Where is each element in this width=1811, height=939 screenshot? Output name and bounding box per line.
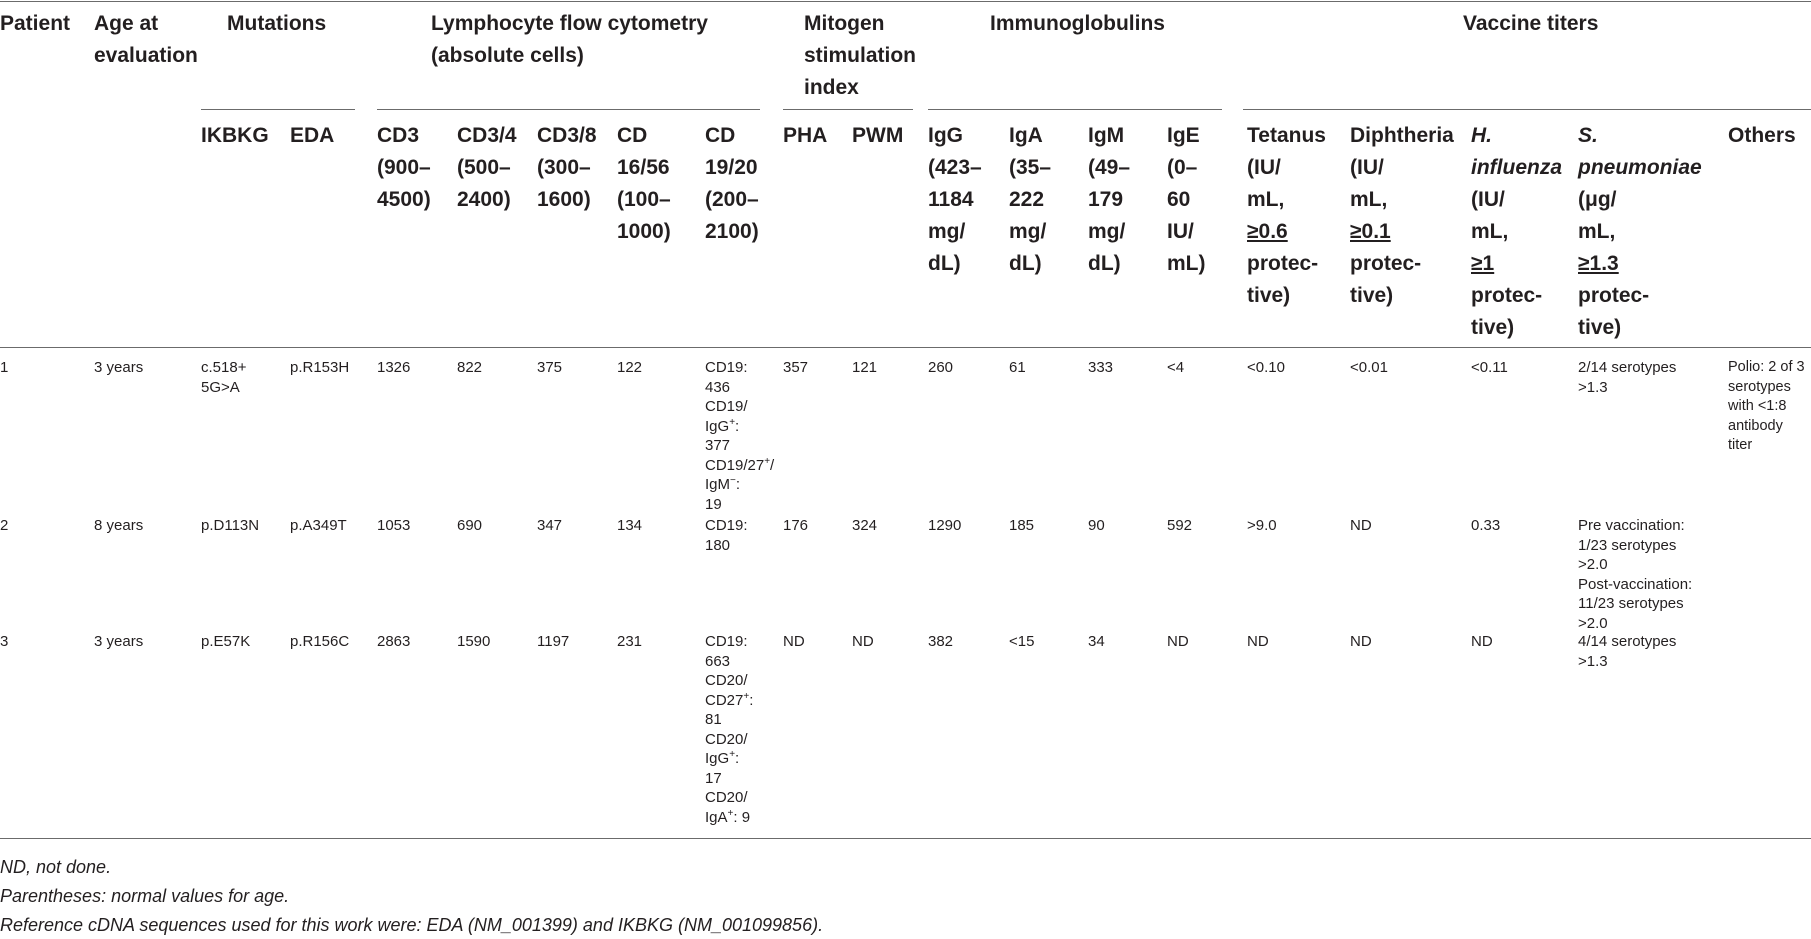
subheader-ige: IgE (0– 60 IU/ mL) bbox=[1167, 124, 1206, 275]
row3-cd19-20-part: : 81 CD20/ IgG bbox=[705, 691, 754, 767]
row1-ige: <4 bbox=[1167, 359, 1185, 376]
subheader-cd3-4: CD3/4 (500– 2400) bbox=[457, 124, 517, 211]
row2-ige: 592 bbox=[1167, 517, 1193, 534]
row2-h-influenza: 0.33 bbox=[1471, 517, 1501, 534]
row3-cd19-20-part: : 17 CD20/ IgA bbox=[705, 750, 748, 826]
row1-others: Polio: 2 of 3 serotypes with <1:8 antibody titer bbox=[1728, 359, 1805, 453]
h-influenza-units: (IU/ mL, bbox=[1471, 188, 1509, 243]
immuno-group-rule bbox=[928, 109, 1222, 110]
subheader-eda: EDA bbox=[290, 124, 335, 147]
diphtheria-protective: protec- tive) bbox=[1350, 252, 1422, 307]
row2-cd3: 1053 bbox=[377, 517, 411, 534]
footnote-nd: ND, not done. bbox=[0, 857, 112, 877]
row3-igg: 382 bbox=[928, 633, 954, 650]
row3-s-pneumoniae: 4/14 serotypes >1.3 bbox=[1578, 633, 1677, 670]
subheader-cd3-8: CD3/8 (300– 1600) bbox=[537, 124, 597, 211]
row1-cd19-20-part: : 19 bbox=[705, 476, 741, 513]
row2-eda: p.A349T bbox=[290, 517, 347, 534]
footnote-reference: Reference cDNA sequences used for this work were: EDA (NM_001399) and IKBKG (NM_001099856). bbox=[0, 915, 824, 935]
row1-igg: 260 bbox=[928, 359, 954, 376]
row3-ige: ND bbox=[1167, 633, 1189, 650]
row1-cd19-20-sup: + bbox=[729, 416, 736, 428]
row2-age: 8 years bbox=[94, 517, 144, 534]
row2-patient: 2 bbox=[0, 517, 9, 534]
row2-diphtheria: ND bbox=[1350, 517, 1372, 534]
row3-diphtheria: ND bbox=[1350, 633, 1372, 650]
subheader-tetanus bbox=[1247, 120, 1326, 312]
row1-s-pneumoniae: 2/14 serotypes >1.3 bbox=[1578, 359, 1677, 396]
diphtheria-threshold: ≥0.1 bbox=[1350, 220, 1391, 243]
s-pneumoniae-name: S. pneumoniae bbox=[1578, 124, 1702, 179]
table-bottom-rule bbox=[0, 838, 1811, 839]
row2-igm: 90 bbox=[1088, 517, 1105, 534]
row2-s-pneumoniae: Pre vaccination: 1/23 serotypes >2.0 Post-vaccination: 11/23 serotypes >2.0 bbox=[1578, 517, 1693, 632]
h-influenza-protective: protec- tive) bbox=[1471, 284, 1543, 339]
mitogen-group-rule bbox=[783, 109, 913, 110]
row2-igg: 1290 bbox=[928, 517, 962, 534]
subheader-diphtheria bbox=[1350, 120, 1454, 312]
row2-cd3-4: 690 bbox=[457, 517, 483, 534]
row1-pha: 357 bbox=[783, 359, 809, 376]
subheader-s-pneumoniae bbox=[1578, 120, 1702, 344]
h-influenza-name: H. influenza bbox=[1471, 124, 1563, 179]
row3-patient: 3 bbox=[0, 633, 9, 650]
row2-cd3-8: 347 bbox=[537, 517, 563, 534]
tetanus-units: (IU/ mL, bbox=[1247, 156, 1285, 211]
mutations-group-rule bbox=[201, 109, 355, 110]
row2-pha: 176 bbox=[783, 517, 809, 534]
row1-h-influenza: <0.11 bbox=[1471, 359, 1508, 376]
row3-cd19-20-part: : 9 bbox=[733, 808, 751, 826]
row3-cd19-20-sup: + bbox=[727, 807, 734, 819]
row3-pha: ND bbox=[783, 633, 805, 650]
row3-cd3-4: 1590 bbox=[457, 633, 491, 650]
header-vaccine-titers: Vaccine titers bbox=[1463, 12, 1599, 35]
row1-cd19-20-sup: − bbox=[730, 475, 736, 486]
s-pneumoniae-protective: protec- tive) bbox=[1578, 284, 1650, 339]
row1-patient: 1 bbox=[0, 359, 9, 376]
row1-cd19-20-part: : 377 CD19/27 bbox=[705, 417, 765, 474]
header-bottom-rule bbox=[0, 347, 1811, 348]
diphtheria-units: (IU/ mL, bbox=[1350, 156, 1388, 211]
row3-cd19-20-sup: + bbox=[743, 690, 750, 702]
header-flow: Lymphocyte flow cytometry (absolute cells) bbox=[431, 12, 708, 67]
row1-cd19-20-part: / IgM bbox=[705, 456, 775, 493]
s-pneumoniae-threshold: ≥1.3 bbox=[1578, 252, 1619, 275]
diphtheria-name: Diphtheria bbox=[1350, 124, 1454, 147]
row1-cd16-56: 122 bbox=[617, 359, 643, 376]
row3-h-influenza: ND bbox=[1471, 633, 1493, 650]
row3-ikbkg: p.E57K bbox=[201, 633, 251, 650]
subheader-pwm: PWM bbox=[852, 124, 904, 147]
row1-age: 3 years bbox=[94, 359, 144, 376]
row1-cd19-20 bbox=[705, 358, 774, 514]
row3-cd19-20 bbox=[705, 632, 753, 827]
tetanus-protective: protec- tive) bbox=[1247, 252, 1319, 307]
row1-cd3-8: 375 bbox=[537, 359, 563, 376]
row3-cd19-20-sup: + bbox=[729, 749, 736, 760]
row3-age: 3 years bbox=[94, 633, 144, 650]
subheader-cd3: CD3 (900– 4500) bbox=[377, 124, 431, 211]
row3-iga: <15 bbox=[1009, 633, 1035, 650]
row2-ikbkg: p.D113N bbox=[201, 517, 260, 534]
subheader-igg: IgG (423– 1184 mg/ dL) bbox=[928, 124, 982, 275]
row2-tetanus: >9.0 bbox=[1247, 517, 1277, 534]
subheader-igm: IgM (49– 179 mg/ dL) bbox=[1088, 124, 1131, 275]
subheader-ikbkg: IKBKG bbox=[201, 124, 269, 147]
row2-pwm: 324 bbox=[852, 517, 878, 534]
tetanus-threshold: ≥0.6 bbox=[1247, 220, 1288, 243]
header-patient: Patient bbox=[0, 12, 71, 35]
row3-eda: p.R156C bbox=[290, 633, 350, 650]
row1-cd19-20-sup: + bbox=[764, 455, 771, 467]
header-immunoglobulins: Immunoglobulins bbox=[990, 12, 1165, 35]
footnote-parentheses: Parentheses: normal values for age. bbox=[0, 886, 290, 906]
h-influenza-threshold: ≥1 bbox=[1471, 252, 1495, 275]
row3-pwm: ND bbox=[852, 633, 874, 650]
row2-cd16-56: 134 bbox=[617, 517, 643, 534]
header-mutations: Mutations bbox=[227, 12, 327, 35]
s-pneumoniae-units: (μg/ mL, bbox=[1578, 188, 1617, 243]
subheader-pha: PHA bbox=[783, 124, 828, 147]
row3-cd16-56: 231 bbox=[617, 633, 643, 650]
row1-igm: 333 bbox=[1088, 359, 1114, 376]
row1-tetanus: <0.10 bbox=[1247, 359, 1285, 376]
tetanus-name: Tetanus bbox=[1247, 124, 1326, 147]
flow-group-rule bbox=[377, 109, 760, 110]
row1-eda: p.R153H bbox=[290, 359, 350, 376]
row3-cd3: 2863 bbox=[377, 633, 411, 650]
subheader-cd16-56: CD 16/56 (100– 1000) bbox=[617, 124, 671, 243]
row3-tetanus: ND bbox=[1247, 633, 1269, 650]
row1-iga: 61 bbox=[1009, 359, 1026, 376]
vaccine-group-rule bbox=[1243, 109, 1811, 110]
row1-ikbkg: c.518+ 5G>A bbox=[201, 359, 247, 396]
row2-iga: 185 bbox=[1009, 517, 1035, 534]
subheader-h-influenza bbox=[1471, 120, 1562, 344]
row1-pwm: 121 bbox=[852, 359, 878, 376]
subheader-iga: IgA (35– 222 mg/ dL) bbox=[1009, 124, 1052, 275]
subheader-others: Others bbox=[1728, 124, 1796, 147]
top-rule bbox=[0, 1, 1811, 2]
header-mitogen: Mitogen stimulation index bbox=[804, 12, 917, 99]
subheader-cd19-20: CD 19/20 (200– 2100) bbox=[705, 124, 759, 243]
row2-cd19-20: CD19: 180 bbox=[705, 517, 748, 554]
row1-diphtheria: <0.01 bbox=[1350, 359, 1388, 376]
header-age: Age at evaluation bbox=[94, 12, 198, 67]
row1-cd19-20-part: CD19: 436 CD19/ IgG bbox=[705, 359, 748, 435]
row1-cd3-4: 822 bbox=[457, 359, 483, 376]
row3-cd3-8: 1197 bbox=[537, 633, 570, 650]
row3-igm: 34 bbox=[1088, 633, 1105, 650]
row3-cd19-20-part: CD19: 663 CD20/ CD27 bbox=[705, 633, 748, 709]
row1-cd3: 1326 bbox=[377, 359, 411, 376]
